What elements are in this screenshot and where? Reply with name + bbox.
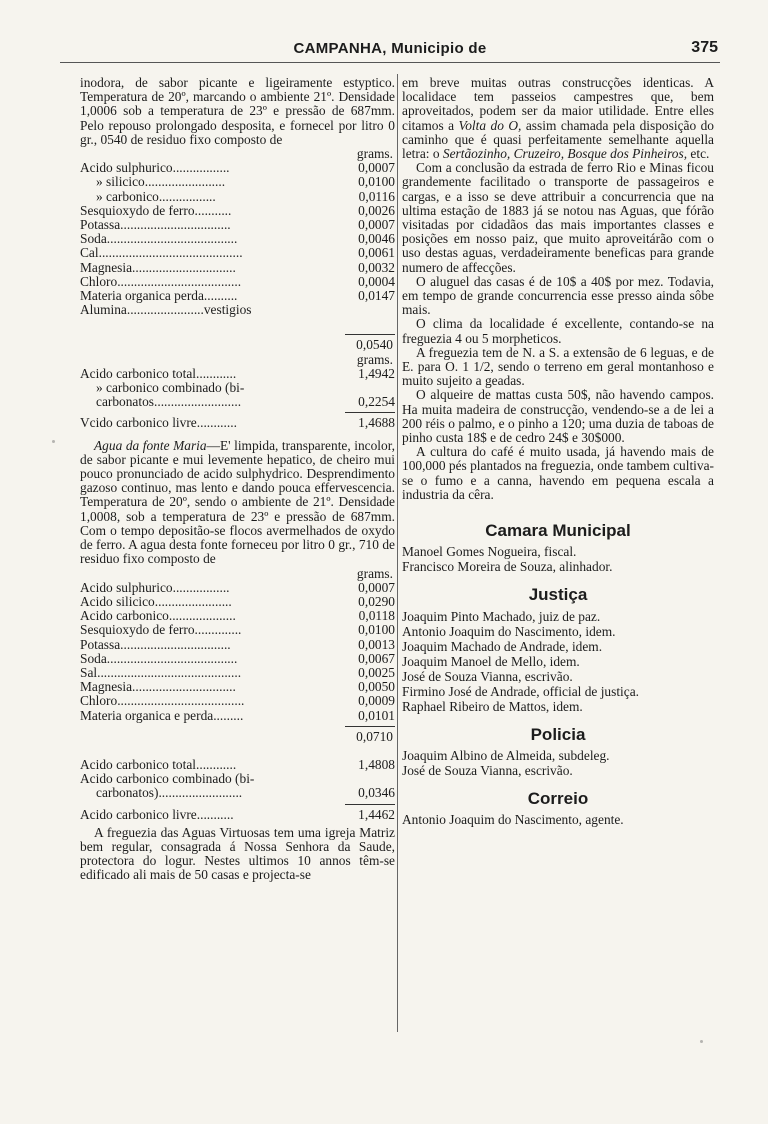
section-heading: Correio: [527, 788, 589, 808]
row-label: » silicico........................: [96, 175, 226, 190]
row-label: Acido carbonico livre...........: [80, 807, 234, 822]
sum-rule: [345, 334, 395, 335]
section-heading: Camara Municipal: [485, 521, 631, 541]
table-row: [80, 595, 395, 609]
list-item: Joaquim Albino de Almeida, subdeleg.: [402, 747, 610, 763]
row-label: » carbonico combinado (bi-: [96, 381, 245, 396]
table-row: [80, 232, 395, 246]
table-row: [80, 680, 395, 694]
carbonic-table-1: [80, 367, 395, 410]
row-label: Soda.......................................: [80, 232, 238, 247]
list-item: Firmino José de Andrade, official de justiça.: [402, 683, 640, 699]
row-label: Soda.......................................: [80, 651, 238, 666]
paragraph: [402, 76, 714, 161]
row-label: Acido carbonico....................: [80, 609, 236, 624]
list-item: Francisco Moreira de Souza, alinhador.: [402, 559, 613, 575]
page-number: 375: [691, 39, 718, 56]
row-label: Sesquioxydo de ferro...........: [80, 203, 232, 218]
row-value: 1,4942: [358, 365, 395, 381]
paragraph: O alqueire de mattas custa 50$, não havendo campos. Ha muita madeira de construcção, vendendo-se a de lei a 200 réis o palmo, e o pinho a 120; uma duzia de taboas de pinho custa 18$ e de cedro 24$ e 30$000.: [402, 387, 714, 446]
total-value: 0,0540: [356, 337, 393, 353]
section-heading: Policia: [530, 724, 586, 744]
closing-paragraph: A freguezia das Aguas Virtuosas tem uma igreja Matriz bem regular, consagrada á Nossa Senhora da Saude, protectora do logur. Nestes ultimos 10 annos têm-se edificado ali mais de 50 casas e projecta-se: [80, 824, 395, 883]
table-row: [80, 416, 395, 430]
list-item: Joaquim Manoel de Mello, idem.: [402, 653, 580, 669]
unit-label: grams.: [356, 351, 393, 367]
row-value: 0,0100: [358, 622, 395, 638]
row-label: Potassa.................................: [80, 218, 231, 233]
row-value: 0,0025: [358, 664, 395, 680]
row-value: 0,0004: [358, 273, 395, 289]
paper-speck: [700, 1040, 703, 1043]
p1-tail: assim chamada pela disposição do caminho que é quasi perfeitamente semelhante aquella letra: o: [402, 117, 714, 162]
table-row: [80, 275, 395, 289]
row-label: Materia organica perda..........: [80, 289, 238, 304]
row-label: Acido carbonico total............: [80, 757, 237, 772]
spacer: [80, 744, 395, 758]
paper-speck: [52, 440, 55, 443]
table-row: [80, 190, 395, 204]
row-label: Magnesia...............................: [80, 260, 236, 275]
table-row: [80, 652, 395, 666]
table-row: [80, 261, 395, 275]
fonte-maria-paragraph: [80, 439, 395, 567]
list-item: José de Souza Vianna, escrivão.: [402, 668, 573, 684]
row-label: carbonatos).........................: [96, 786, 243, 801]
row-label: Cal...........................................: [80, 246, 243, 261]
row-label: Chloro.....................................: [80, 274, 242, 289]
row-label: Sal...........................................: [80, 665, 242, 680]
header-subtitle: Municipio de: [391, 40, 487, 57]
right-column: [402, 76, 714, 827]
row-value: 0,0026: [358, 202, 395, 218]
p1-italic: Volta do O,: [458, 117, 522, 133]
row-value: 0,0009: [358, 693, 395, 709]
table-row: [80, 786, 395, 800]
table-row: [80, 709, 395, 723]
row-label: Chloro......................................: [80, 694, 245, 709]
row-value: 0,0032: [358, 259, 395, 275]
row-value: 1,4462: [358, 806, 395, 822]
list-item: Manoel Gomes Nogueira, fiscal.: [402, 544, 577, 560]
row-label: » carbonico.................: [96, 189, 216, 204]
sum-rule: [345, 412, 395, 413]
sum-rule: [345, 804, 395, 805]
row-label: Vcido carbonico livre............: [80, 416, 237, 431]
table-row: [80, 289, 395, 303]
table-row: [80, 246, 395, 260]
table-row: [80, 694, 395, 708]
row-label: Acido carbonico total............: [80, 366, 237, 381]
carbonic-table-2: [80, 758, 395, 801]
unit-label: grams.: [356, 146, 393, 162]
composition-table-1: [80, 161, 395, 317]
row-value: 0,0101: [358, 707, 395, 723]
table-row: [80, 381, 395, 395]
row-value: 0,0007: [358, 160, 395, 176]
list-item: José de Souza Vianna, escrivão.: [402, 762, 573, 778]
paragraph: O clima da localidade é excellente, contando-se na freguezia 4 ou 5 morpheticos.: [402, 316, 714, 346]
row-value: 0,0007: [358, 217, 395, 233]
table-row: [80, 204, 395, 218]
list-item: Antonio Joaquim do Nascimento, idem.: [402, 623, 616, 639]
sum-rule: [345, 726, 395, 727]
table-row: [80, 175, 395, 189]
paragraph: A freguezia tem de N. a S. a extensão de 6 leguas, e de E. para O. 1 1/2, sendo o terreno em geral montanhoso e muito sujeito a geadas.: [402, 344, 714, 389]
fonte-maria-title: Agua da fonte Maria: [94, 437, 207, 453]
row-value: 0,2254: [358, 394, 395, 410]
table-row: [80, 666, 395, 680]
left-column: [80, 76, 395, 883]
row-label: Potassa.................................: [80, 637, 231, 652]
table-row: [80, 772, 395, 786]
running-title: [60, 40, 720, 57]
row-label: Acido silicico.......................: [80, 594, 232, 609]
row-value: 0,0046: [358, 231, 395, 247]
list-item: Joaquim Pinto Machado, juiz de paz.: [402, 608, 601, 624]
unit-label: grams.: [356, 565, 393, 581]
p1-end: etc.: [690, 146, 710, 162]
row-label: Acido carbonico combinado (bi-: [80, 772, 255, 787]
list-item: Antonio Joaquim do Nascimento, agente.: [402, 811, 624, 827]
fonte-maria-text: —E' limpida, transparente, incolor, de sabor picante e mui levemente hepatico, de cheiro mui pouco pronunciado de acido sulphydrico. Desprendimento gazoso continuo, mas lento e dando pouca effervescencia. Temperatura de 20º, sendo o ambiente de 21º. Densidade 1,0008, sob a temperatura de 23º e pressão de 687mm. Com o tempo depositão-se flocos avermelhados de oxydo de ferro. A agua desta fonte forneceu por litro 0 gr., 710 de residuo fixo composto de: [80, 437, 395, 567]
table-row: [80, 808, 395, 822]
table-row: [80, 161, 395, 175]
row-value: 0,0061: [358, 245, 395, 261]
row-value: 0,0100: [358, 174, 395, 190]
table-row: [80, 581, 395, 595]
row-value: 0,0007: [358, 579, 395, 595]
row-value: 0,0346: [358, 785, 395, 801]
table-row: [80, 609, 395, 623]
row-label: Materia organica e perda.........: [80, 708, 244, 723]
list-item: Raphael Ribeiro de Mattos, idem.: [402, 698, 583, 714]
table-row: [80, 303, 395, 317]
list-item: Joaquim Machado de Andrade, idem.: [402, 638, 603, 654]
row-value: 0,0290: [358, 593, 395, 609]
page-header: [60, 38, 720, 63]
table-row: [80, 758, 395, 772]
row-label: Sesquioxydo de ferro..............: [80, 623, 242, 638]
paragraph: O aluguel das casas é de 10$ a 40$ por mez. Todavia, em tempo de grande concurrencia esse presso ainda sôbe mais.: [402, 273, 714, 318]
row-value: 0,0067: [358, 650, 395, 666]
table-row: [80, 623, 395, 637]
paragraph: Com a conclusão da estrada de ferro Rio e Minas ficou grandemente facilitado o transporte de passageiros e cargas, e a isso se deve attribuir a concurrencia que na ultima estação de 1883 já se notou nas Aguas, que fórão visitadas por cidadãos das mais importantes classes e posições em nosso paiz, que muito aproveitárão com o uso destas aguas, verdadeiramente beneficas para grande numero de affecções.: [402, 160, 714, 275]
row-label: Acido sulphurico.................: [80, 580, 230, 595]
section-heading: Justiça: [528, 585, 588, 605]
composition-table-2: [80, 581, 395, 723]
row-value: 1,4808: [358, 756, 395, 772]
total-value: 0,0710: [356, 728, 393, 744]
table-row: [80, 638, 395, 652]
row-label: carbonatos..........................: [96, 395, 242, 410]
intro-paragraph: inodora, de sabor picante e ligeiramente estyptico. Temperatura de 20º, marcando o ambiente 21º. Densidade 1,0006 sob a temperatura de 23º e pressão de 687mm. Pelo repouso prolongado desposita, e fornecel por litro 0 gr., 0540 de residuo fixo composto de: [80, 75, 395, 147]
row-value: 0,0147: [358, 288, 395, 304]
table-row: [80, 395, 395, 409]
row-value: 0,0118: [358, 608, 395, 624]
paragraph: A cultura do café é muito usada, já havendo mais de 100,000 pés plantados na freguezia, onde tambem cultiva-se o fumo e a canna, havendo em pequena escala a industria da cêra.: [402, 444, 714, 502]
p1-text: em breve muitas outras construcções identicas. A localidace tem passeios campestres que, bem aproveitados, podem ser da maior utilidade. Entre elles citamos a: [402, 75, 714, 133]
row-label: Acido sulphurico.................: [80, 161, 230, 176]
spacer: [80, 317, 395, 331]
row-label: Magnesia...............................: [80, 680, 236, 695]
row-value: 1,4688: [358, 415, 395, 431]
row-value: 0,0116: [358, 188, 395, 204]
column-divider: [397, 74, 398, 1032]
table-row: [80, 218, 395, 232]
row-value: 0,0050: [358, 679, 395, 695]
table-row: [80, 367, 395, 381]
row-label: Alumina.......................vestigios: [80, 303, 252, 318]
row-value: 0,0013: [358, 636, 395, 652]
p1-places: Sertãozinho, Cruzeiro, Bosque dos Pinheiros,: [442, 146, 688, 162]
header-title: CAMPANHA,: [293, 40, 387, 57]
